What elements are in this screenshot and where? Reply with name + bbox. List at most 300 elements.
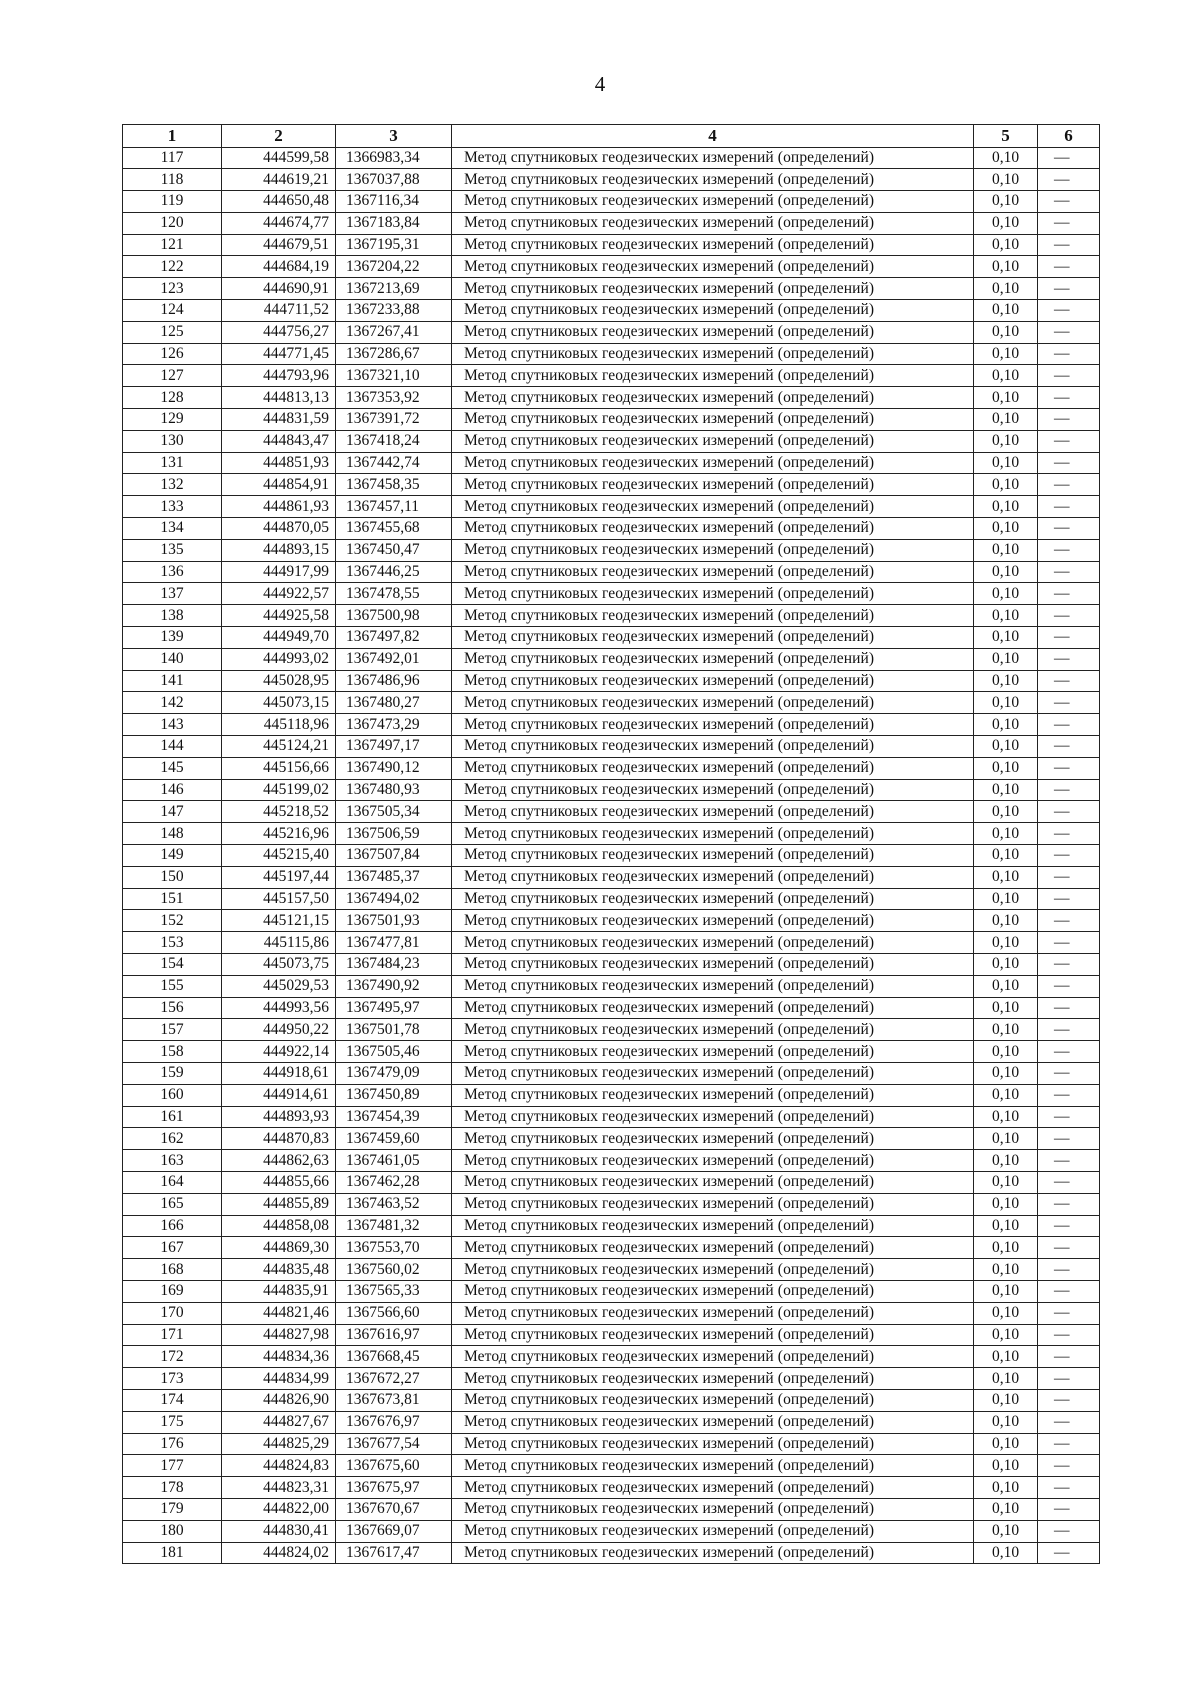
table-row bbox=[123, 212, 1100, 234]
method-cell: Метод спутниковых геодезических измерений (определений) bbox=[452, 692, 974, 714]
description-cell: — bbox=[1038, 692, 1100, 714]
y-coordinate-cell: 1367477,81 bbox=[336, 932, 452, 954]
x-coordinate-cell: 445124,21 bbox=[222, 736, 336, 758]
y-coordinate-cell: 1367458,35 bbox=[336, 474, 452, 496]
point-number-cell: 151 bbox=[123, 888, 222, 910]
description-cell: — bbox=[1038, 975, 1100, 997]
y-coordinate-cell: 1367353,92 bbox=[336, 387, 452, 409]
x-coordinate-cell: 444619,21 bbox=[222, 169, 336, 191]
method-cell: Метод спутниковых геодезических измерений (определений) bbox=[452, 932, 974, 954]
description-cell: — bbox=[1038, 627, 1100, 649]
description-cell: — bbox=[1038, 953, 1100, 975]
method-cell: Метод спутниковых геодезических измерений (определений) bbox=[452, 1084, 974, 1106]
accuracy-cell: 0,10 bbox=[974, 1324, 1038, 1346]
description-cell: — bbox=[1038, 1171, 1100, 1193]
x-coordinate-cell: 444826,90 bbox=[222, 1389, 336, 1411]
description-cell: — bbox=[1038, 583, 1100, 605]
description-cell: — bbox=[1038, 1542, 1100, 1564]
accuracy-cell: 0,10 bbox=[974, 256, 1038, 278]
description-cell: — bbox=[1038, 779, 1100, 801]
accuracy-cell: 0,10 bbox=[974, 496, 1038, 518]
point-number-cell: 162 bbox=[123, 1128, 222, 1150]
x-coordinate-cell: 445216,96 bbox=[222, 823, 336, 845]
y-coordinate-cell: 1367617,47 bbox=[336, 1542, 452, 1564]
table-row bbox=[123, 496, 1100, 518]
y-coordinate-cell: 1367565,33 bbox=[336, 1280, 452, 1302]
description-cell: — bbox=[1038, 321, 1100, 343]
accuracy-cell: 0,10 bbox=[974, 518, 1038, 540]
method-cell: Метод спутниковых геодезических измерений (определений) bbox=[452, 845, 974, 867]
table-row bbox=[123, 801, 1100, 823]
x-coordinate-cell: 444869,30 bbox=[222, 1237, 336, 1259]
accuracy-cell: 0,10 bbox=[974, 975, 1038, 997]
x-coordinate-cell: 444830,41 bbox=[222, 1520, 336, 1542]
x-coordinate-cell: 445197,44 bbox=[222, 866, 336, 888]
table-row bbox=[123, 888, 1100, 910]
method-cell: Метод спутниковых геодезических измерений (определений) bbox=[452, 1302, 974, 1324]
x-coordinate-cell: 444822,00 bbox=[222, 1498, 336, 1520]
description-cell: — bbox=[1038, 1346, 1100, 1368]
point-number-cell: 118 bbox=[123, 169, 222, 191]
y-coordinate-cell: 1367486,96 bbox=[336, 670, 452, 692]
point-number-cell: 149 bbox=[123, 845, 222, 867]
point-number-cell: 137 bbox=[123, 583, 222, 605]
x-coordinate-cell: 444599,58 bbox=[222, 147, 336, 169]
point-number-cell: 130 bbox=[123, 430, 222, 452]
method-cell: Метод спутниковых геодезических измерений (определений) bbox=[452, 409, 974, 431]
method-cell: Метод спутниковых геодезических измерений (определений) bbox=[452, 561, 974, 583]
x-coordinate-cell: 445118,96 bbox=[222, 714, 336, 736]
table-row bbox=[123, 539, 1100, 561]
point-number-cell: 148 bbox=[123, 823, 222, 845]
method-cell: Метод спутниковых геодезических измерений (определений) bbox=[452, 1324, 974, 1346]
x-coordinate-cell: 445121,15 bbox=[222, 910, 336, 932]
accuracy-cell: 0,10 bbox=[974, 736, 1038, 758]
point-number-cell: 176 bbox=[123, 1433, 222, 1455]
accuracy-cell: 0,10 bbox=[974, 1389, 1038, 1411]
description-cell: — bbox=[1038, 1477, 1100, 1499]
x-coordinate-cell: 444771,45 bbox=[222, 343, 336, 365]
point-number-cell: 129 bbox=[123, 409, 222, 431]
accuracy-cell: 0,10 bbox=[974, 561, 1038, 583]
x-coordinate-cell: 444827,98 bbox=[222, 1324, 336, 1346]
point-number-cell: 173 bbox=[123, 1368, 222, 1390]
x-coordinate-cell: 445218,52 bbox=[222, 801, 336, 823]
y-coordinate-cell: 1367480,27 bbox=[336, 692, 452, 714]
point-number-cell: 139 bbox=[123, 627, 222, 649]
table-row bbox=[123, 1520, 1100, 1542]
y-coordinate-cell: 1367481,32 bbox=[336, 1215, 452, 1237]
point-number-cell: 127 bbox=[123, 365, 222, 387]
x-coordinate-cell: 444711,52 bbox=[222, 300, 336, 322]
y-coordinate-cell: 1367473,29 bbox=[336, 714, 452, 736]
y-coordinate-cell: 1367501,93 bbox=[336, 910, 452, 932]
y-coordinate-cell: 1367497,17 bbox=[336, 736, 452, 758]
table-row bbox=[123, 627, 1100, 649]
method-cell: Метод спутниковых геодезических измерений (определений) bbox=[452, 343, 974, 365]
method-cell: Метод спутниковых геодезических измерений (определений) bbox=[452, 1433, 974, 1455]
y-coordinate-cell: 1367485,37 bbox=[336, 866, 452, 888]
method-cell: Метод спутниковых геодезических измерений (определений) bbox=[452, 234, 974, 256]
accuracy-cell: 0,10 bbox=[974, 953, 1038, 975]
y-coordinate-cell: 1367677,54 bbox=[336, 1433, 452, 1455]
method-cell: Метод спутниковых геодезических измерений (определений) bbox=[452, 452, 974, 474]
point-number-cell: 169 bbox=[123, 1280, 222, 1302]
accuracy-cell: 0,10 bbox=[974, 779, 1038, 801]
table-row bbox=[123, 823, 1100, 845]
method-cell: Метод спутниковых геодезических измерений (определений) bbox=[452, 736, 974, 758]
y-coordinate-cell: 1367446,25 bbox=[336, 561, 452, 583]
table-row bbox=[123, 583, 1100, 605]
description-cell: — bbox=[1038, 1433, 1100, 1455]
description-cell: — bbox=[1038, 1062, 1100, 1084]
method-cell: Метод спутниковых геодезических измерений (определений) bbox=[452, 627, 974, 649]
method-cell: Метод спутниковых геодезических измерений (определений) bbox=[452, 1389, 974, 1411]
y-coordinate-cell: 1367479,09 bbox=[336, 1062, 452, 1084]
y-coordinate-cell: 1367480,93 bbox=[336, 779, 452, 801]
table-row bbox=[123, 256, 1100, 278]
method-cell: Метод спутниковых геодезических измерений (определений) bbox=[452, 670, 974, 692]
table-row bbox=[123, 757, 1100, 779]
x-coordinate-cell: 444650,48 bbox=[222, 191, 336, 213]
column-header: 3 bbox=[336, 125, 452, 148]
description-cell: — bbox=[1038, 932, 1100, 954]
accuracy-cell: 0,10 bbox=[974, 147, 1038, 169]
point-number-cell: 141 bbox=[123, 670, 222, 692]
method-cell: Метод спутниковых геодезических измерений (определений) bbox=[452, 1106, 974, 1128]
y-coordinate-cell: 1367668,45 bbox=[336, 1346, 452, 1368]
table-row bbox=[123, 365, 1100, 387]
x-coordinate-cell: 444834,36 bbox=[222, 1346, 336, 1368]
description-cell: — bbox=[1038, 147, 1100, 169]
x-coordinate-cell: 444690,91 bbox=[222, 278, 336, 300]
description-cell: — bbox=[1038, 256, 1100, 278]
point-number-cell: 131 bbox=[123, 452, 222, 474]
method-cell: Метод спутниковых геодезических измерений (определений) bbox=[452, 779, 974, 801]
accuracy-cell: 0,10 bbox=[974, 1542, 1038, 1564]
accuracy-cell: 0,10 bbox=[974, 1041, 1038, 1063]
table-row bbox=[123, 714, 1100, 736]
method-cell: Метод спутниковых геодезических измерений (определений) bbox=[452, 1455, 974, 1477]
accuracy-cell: 0,10 bbox=[974, 1368, 1038, 1390]
description-cell: — bbox=[1038, 300, 1100, 322]
y-coordinate-cell: 1367490,92 bbox=[336, 975, 452, 997]
y-coordinate-cell: 1367183,84 bbox=[336, 212, 452, 234]
accuracy-cell: 0,10 bbox=[974, 1280, 1038, 1302]
point-number-cell: 171 bbox=[123, 1324, 222, 1346]
method-cell: Метод спутниковых геодезических измерений (определений) bbox=[452, 997, 974, 1019]
method-cell: Метод спутниковых геодезических измерений (определений) bbox=[452, 866, 974, 888]
point-number-cell: 117 bbox=[123, 147, 222, 169]
description-cell: — bbox=[1038, 736, 1100, 758]
page-number: 4 bbox=[594, 72, 606, 96]
point-number-cell: 166 bbox=[123, 1215, 222, 1237]
description-cell: — bbox=[1038, 605, 1100, 627]
x-coordinate-cell: 444950,22 bbox=[222, 1019, 336, 1041]
table-row bbox=[123, 910, 1100, 932]
x-coordinate-cell: 444922,57 bbox=[222, 583, 336, 605]
table-row bbox=[123, 452, 1100, 474]
description-cell: — bbox=[1038, 801, 1100, 823]
point-number-cell: 160 bbox=[123, 1084, 222, 1106]
method-cell: Метод спутниковых геодезических измерений (определений) bbox=[452, 823, 974, 845]
y-coordinate-cell: 1367560,02 bbox=[336, 1259, 452, 1281]
y-coordinate-cell: 1367566,60 bbox=[336, 1302, 452, 1324]
point-number-cell: 154 bbox=[123, 953, 222, 975]
accuracy-cell: 0,10 bbox=[974, 234, 1038, 256]
y-coordinate-cell: 1367286,67 bbox=[336, 343, 452, 365]
table-row bbox=[123, 1542, 1100, 1564]
x-coordinate-cell: 444993,56 bbox=[222, 997, 336, 1019]
y-coordinate-cell: 1367459,60 bbox=[336, 1128, 452, 1150]
x-coordinate-cell: 444917,99 bbox=[222, 561, 336, 583]
method-cell: Метод спутниковых геодезических измерений (определений) bbox=[452, 801, 974, 823]
method-cell: Метод спутниковых геодезических измерений (определений) bbox=[452, 1259, 974, 1281]
x-coordinate-cell: 445073,75 bbox=[222, 953, 336, 975]
accuracy-cell: 0,10 bbox=[974, 452, 1038, 474]
accuracy-cell: 0,10 bbox=[974, 1259, 1038, 1281]
accuracy-cell: 0,10 bbox=[974, 997, 1038, 1019]
method-cell: Метод спутниковых геодезических измерений (определений) bbox=[452, 191, 974, 213]
method-cell: Метод спутниковых геодезических измерений (определений) bbox=[452, 430, 974, 452]
table-row bbox=[123, 474, 1100, 496]
description-cell: — bbox=[1038, 496, 1100, 518]
point-number-cell: 172 bbox=[123, 1346, 222, 1368]
accuracy-cell: 0,10 bbox=[974, 583, 1038, 605]
accuracy-cell: 0,10 bbox=[974, 627, 1038, 649]
description-cell: — bbox=[1038, 1302, 1100, 1324]
table-row bbox=[123, 1368, 1100, 1390]
accuracy-cell: 0,10 bbox=[974, 823, 1038, 845]
accuracy-cell: 0,10 bbox=[974, 321, 1038, 343]
accuracy-cell: 0,10 bbox=[974, 605, 1038, 627]
table-row bbox=[123, 147, 1100, 169]
table-header bbox=[123, 125, 1100, 148]
y-coordinate-cell: 1367461,05 bbox=[336, 1150, 452, 1172]
accuracy-cell: 0,10 bbox=[974, 1346, 1038, 1368]
method-cell: Метод спутниковых геодезических измерений (определений) bbox=[452, 278, 974, 300]
x-coordinate-cell: 444821,46 bbox=[222, 1302, 336, 1324]
y-coordinate-cell: 1367495,97 bbox=[336, 997, 452, 1019]
accuracy-cell: 0,10 bbox=[974, 191, 1038, 213]
y-coordinate-cell: 1367505,34 bbox=[336, 801, 452, 823]
description-cell: — bbox=[1038, 1193, 1100, 1215]
y-coordinate-cell: 1367672,27 bbox=[336, 1368, 452, 1390]
method-cell: Метод спутниковых геодезических измерений (определений) bbox=[452, 539, 974, 561]
x-coordinate-cell: 444925,58 bbox=[222, 605, 336, 627]
x-coordinate-cell: 444870,05 bbox=[222, 518, 336, 540]
accuracy-cell: 0,10 bbox=[974, 169, 1038, 191]
point-number-cell: 119 bbox=[123, 191, 222, 213]
y-coordinate-cell: 1367505,46 bbox=[336, 1041, 452, 1063]
column-header: 4 bbox=[452, 125, 974, 148]
x-coordinate-cell: 444855,89 bbox=[222, 1193, 336, 1215]
y-coordinate-cell: 1367233,88 bbox=[336, 300, 452, 322]
x-coordinate-cell: 445073,15 bbox=[222, 692, 336, 714]
table-row bbox=[123, 409, 1100, 431]
point-number-cell: 155 bbox=[123, 975, 222, 997]
x-coordinate-cell: 444813,13 bbox=[222, 387, 336, 409]
description-cell: — bbox=[1038, 714, 1100, 736]
table-row bbox=[123, 845, 1100, 867]
description-cell: — bbox=[1038, 1389, 1100, 1411]
y-coordinate-cell: 1367675,97 bbox=[336, 1477, 452, 1499]
y-coordinate-cell: 1367450,47 bbox=[336, 539, 452, 561]
description-cell: — bbox=[1038, 997, 1100, 1019]
point-number-cell: 152 bbox=[123, 910, 222, 932]
description-cell: — bbox=[1038, 518, 1100, 540]
description-cell: — bbox=[1038, 1324, 1100, 1346]
x-coordinate-cell: 445215,40 bbox=[222, 845, 336, 867]
y-coordinate-cell: 1366983,34 bbox=[336, 147, 452, 169]
description-cell: — bbox=[1038, 1084, 1100, 1106]
table-row bbox=[123, 430, 1100, 452]
table-row bbox=[123, 736, 1100, 758]
accuracy-cell: 0,10 bbox=[974, 1433, 1038, 1455]
x-coordinate-cell: 444858,08 bbox=[222, 1215, 336, 1237]
method-cell: Метод спутниковых геодезических измерений (определений) bbox=[452, 1520, 974, 1542]
description-cell: — bbox=[1038, 234, 1100, 256]
y-coordinate-cell: 1367494,02 bbox=[336, 888, 452, 910]
method-cell: Метод спутниковых геодезических измерений (определений) bbox=[452, 496, 974, 518]
table-row bbox=[123, 387, 1100, 409]
table-row bbox=[123, 191, 1100, 213]
y-coordinate-cell: 1367418,24 bbox=[336, 430, 452, 452]
table-row bbox=[123, 1455, 1100, 1477]
point-number-cell: 165 bbox=[123, 1193, 222, 1215]
accuracy-cell: 0,10 bbox=[974, 474, 1038, 496]
table-row bbox=[123, 975, 1100, 997]
description-cell: — bbox=[1038, 1368, 1100, 1390]
accuracy-cell: 0,10 bbox=[974, 1171, 1038, 1193]
table-row bbox=[123, 1389, 1100, 1411]
accuracy-cell: 0,10 bbox=[974, 1455, 1038, 1477]
y-coordinate-cell: 1367507,84 bbox=[336, 845, 452, 867]
description-cell: — bbox=[1038, 365, 1100, 387]
method-cell: Метод спутниковых геодезических измерений (определений) bbox=[452, 1280, 974, 1302]
method-cell: Метод спутниковых геодезических измерений (определений) bbox=[452, 1019, 974, 1041]
point-number-cell: 179 bbox=[123, 1498, 222, 1520]
y-coordinate-cell: 1367450,89 bbox=[336, 1084, 452, 1106]
description-cell: — bbox=[1038, 1150, 1100, 1172]
method-cell: Метод спутниковых геодезических измерений (определений) bbox=[452, 605, 974, 627]
point-number-cell: 132 bbox=[123, 474, 222, 496]
table-row bbox=[123, 300, 1100, 322]
method-cell: Метод спутниковых геодезических измерений (определений) bbox=[452, 387, 974, 409]
y-coordinate-cell: 1367454,39 bbox=[336, 1106, 452, 1128]
x-coordinate-cell: 444679,51 bbox=[222, 234, 336, 256]
point-number-cell: 144 bbox=[123, 736, 222, 758]
method-cell: Метод спутниковых геодезических измерений (определений) bbox=[452, 365, 974, 387]
point-number-cell: 124 bbox=[123, 300, 222, 322]
table-row bbox=[123, 278, 1100, 300]
method-cell: Метод спутниковых геодезических измерений (определений) bbox=[452, 975, 974, 997]
accuracy-cell: 0,10 bbox=[974, 1084, 1038, 1106]
y-coordinate-cell: 1367455,68 bbox=[336, 518, 452, 540]
point-number-cell: 120 bbox=[123, 212, 222, 234]
description-cell: — bbox=[1038, 169, 1100, 191]
description-cell: — bbox=[1038, 212, 1100, 234]
method-cell: Метод спутниковых геодезических измерений (определений) bbox=[452, 518, 974, 540]
table-row bbox=[123, 1324, 1100, 1346]
accuracy-cell: 0,10 bbox=[974, 1237, 1038, 1259]
accuracy-cell: 0,10 bbox=[974, 866, 1038, 888]
table-row bbox=[123, 670, 1100, 692]
accuracy-cell: 0,10 bbox=[974, 648, 1038, 670]
description-cell: — bbox=[1038, 1498, 1100, 1520]
point-number-cell: 150 bbox=[123, 866, 222, 888]
table-row bbox=[123, 321, 1100, 343]
method-cell: Метод спутниковых геодезических измерений (определений) bbox=[452, 474, 974, 496]
x-coordinate-cell: 444893,15 bbox=[222, 539, 336, 561]
method-cell: Метод спутниковых геодезических измерений (определений) bbox=[452, 1346, 974, 1368]
method-cell: Метод спутниковых геодезических измерений (определений) bbox=[452, 300, 974, 322]
column-header: 6 bbox=[1038, 125, 1100, 148]
method-cell: Метод спутниковых геодезических измерений (определений) bbox=[452, 1411, 974, 1433]
method-cell: Метод спутниковых геодезических измерений (определений) bbox=[452, 1542, 974, 1564]
point-number-cell: 168 bbox=[123, 1259, 222, 1281]
point-number-cell: 145 bbox=[123, 757, 222, 779]
accuracy-cell: 0,10 bbox=[974, 932, 1038, 954]
table-row bbox=[123, 1280, 1100, 1302]
x-coordinate-cell: 444918,61 bbox=[222, 1062, 336, 1084]
accuracy-cell: 0,10 bbox=[974, 1128, 1038, 1150]
table-row bbox=[123, 1346, 1100, 1368]
accuracy-cell: 0,10 bbox=[974, 1062, 1038, 1084]
header-row bbox=[123, 125, 1100, 148]
method-cell: Метод спутниковых геодезических измерений (определений) bbox=[452, 256, 974, 278]
table-row bbox=[123, 1084, 1100, 1106]
y-coordinate-cell: 1367506,59 bbox=[336, 823, 452, 845]
point-number-cell: 177 bbox=[123, 1455, 222, 1477]
method-cell: Метод спутниковых геодезических измерений (определений) bbox=[452, 1128, 974, 1150]
accuracy-cell: 0,10 bbox=[974, 714, 1038, 736]
point-number-cell: 178 bbox=[123, 1477, 222, 1499]
x-coordinate-cell: 444793,96 bbox=[222, 365, 336, 387]
table-row bbox=[123, 997, 1100, 1019]
accuracy-cell: 0,10 bbox=[974, 409, 1038, 431]
y-coordinate-cell: 1367267,41 bbox=[336, 321, 452, 343]
description-cell: — bbox=[1038, 1237, 1100, 1259]
table-row bbox=[123, 1215, 1100, 1237]
method-cell: Метод спутниковых геодезических измерений (определений) bbox=[452, 1368, 974, 1390]
x-coordinate-cell: 444824,83 bbox=[222, 1455, 336, 1477]
point-number-cell: 133 bbox=[123, 496, 222, 518]
description-cell: — bbox=[1038, 670, 1100, 692]
accuracy-cell: 0,10 bbox=[974, 430, 1038, 452]
table-row bbox=[123, 518, 1100, 540]
accuracy-cell: 0,10 bbox=[974, 1302, 1038, 1324]
point-number-cell: 158 bbox=[123, 1041, 222, 1063]
description-cell: — bbox=[1038, 409, 1100, 431]
method-cell: Метод спутниковых геодезических измерений (определений) bbox=[452, 953, 974, 975]
description-cell: — bbox=[1038, 191, 1100, 213]
x-coordinate-cell: 444823,31 bbox=[222, 1477, 336, 1499]
x-coordinate-cell: 444831,59 bbox=[222, 409, 336, 431]
y-coordinate-cell: 1367669,07 bbox=[336, 1520, 452, 1542]
x-coordinate-cell: 444914,61 bbox=[222, 1084, 336, 1106]
column-header: 5 bbox=[974, 125, 1038, 148]
point-number-cell: 140 bbox=[123, 648, 222, 670]
point-number-cell: 143 bbox=[123, 714, 222, 736]
column-header: 1 bbox=[123, 125, 222, 148]
description-cell: — bbox=[1038, 474, 1100, 496]
x-coordinate-cell: 444949,70 bbox=[222, 627, 336, 649]
table-body bbox=[123, 147, 1100, 1564]
method-cell: Метод спутниковых геодезических измерений (определений) bbox=[452, 321, 974, 343]
point-number-cell: 147 bbox=[123, 801, 222, 823]
y-coordinate-cell: 1367676,97 bbox=[336, 1411, 452, 1433]
